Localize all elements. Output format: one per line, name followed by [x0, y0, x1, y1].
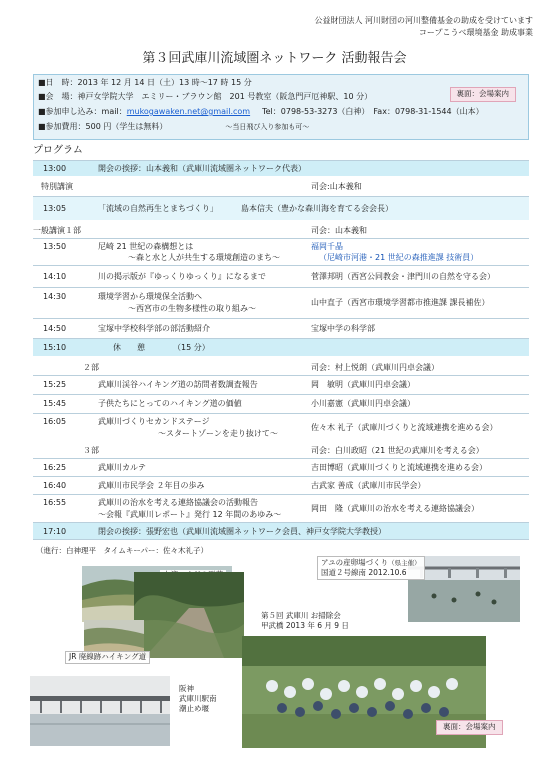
- program-row-special: [33, 196, 529, 220]
- program-row: [33, 413, 529, 441]
- event-date: ■日 時：2013 年 12 月 14 日（土）13 時〜17 時 15 分: [38, 78, 252, 87]
- row-time: 15:45: [43, 399, 67, 408]
- photo-hanshin-weir-image: [30, 676, 170, 746]
- program-row: [33, 318, 529, 338]
- apply-label: ■参加申し込み：mail：: [38, 107, 127, 116]
- row-activity-sub: 〜西宮市の生物多様性の取り組み〜: [128, 304, 256, 313]
- section-chair: 司会:山本義和: [311, 182, 362, 191]
- caption-ayu-line2: （県主催）: [388, 559, 421, 567]
- event-fee: [38, 122, 309, 131]
- row-speaker: 宝塚中学の科学部: [311, 324, 375, 333]
- row-time: 14:30: [43, 292, 67, 301]
- program-row-opening: [33, 160, 529, 176]
- row-activity: 川の掲示版が『ゆっくりゆっくり』になるまで: [98, 272, 266, 281]
- program-row: [33, 476, 529, 494]
- photo-jr-trail-image: [134, 572, 244, 658]
- break-label: 休 憩: [113, 343, 145, 352]
- photo-hanshin-weir: [30, 676, 170, 746]
- program-row: [33, 458, 529, 476]
- row-time: 16:55: [43, 498, 67, 507]
- caption-cleanup-line2: 甲武橋 2013 年 6 月 9 日: [261, 621, 349, 631]
- row-speaker: 岡 敏明（武庫川円卓会議）: [311, 380, 415, 389]
- program-row: [33, 265, 529, 287]
- program-row-break: [33, 338, 529, 356]
- sponsor-line-1: 公益財団法人 河川財団の河川整備基金の助成を受けています: [314, 16, 533, 25]
- program-heading: プログラム: [33, 145, 83, 156]
- caption-hanshin-weir: [176, 683, 220, 715]
- section-title: ３部: [83, 446, 99, 455]
- program-row: [33, 394, 529, 413]
- row-time: 15:10: [43, 343, 67, 352]
- row-activity: 開会の挨拶：山本義和（武庫川流域圏ネットワーク代表）: [98, 164, 306, 173]
- apply-tel: Tel：0798-53-3273（白神） Fax：0798-31-1544（山本）: [262, 107, 484, 116]
- row-activity-sub: 〜会報『武庫川レポート』発行 12 年間のあゆみ〜: [98, 510, 282, 519]
- page-title: 第３回武庫川流域圏ネットワーク 活動報告会: [142, 51, 407, 66]
- photo-jr-trail: [134, 572, 244, 658]
- row-speaker: 小川嘉憲（武庫川円卓会議）: [311, 399, 415, 408]
- caption-jr-trail: JR 廃線跡ハイキング道: [65, 651, 150, 664]
- program-row: [33, 494, 529, 522]
- event-venue: ■会 場：神戸女学院大学 エミリー・ブラウン館 201 号教室（阪急門戸厄神駅、10 分）: [38, 92, 373, 101]
- row-activity: 子供たちにとってのハイキング道の価値: [98, 399, 242, 408]
- program-row: [33, 238, 529, 265]
- program-row: [33, 287, 529, 318]
- row-time: 13:50: [43, 242, 67, 251]
- caption-hanshin-line2: 武庫川駅南: [179, 694, 217, 704]
- row-speaker: 古武家 善成（武庫川市民学会）: [311, 481, 426, 490]
- row-speaker: 島本信夫（豊かな森川海を育てる会会長）: [241, 204, 393, 213]
- venue-guide-button[interactable]: 裏面：会場案内: [450, 87, 517, 102]
- row-time: 14:10: [43, 272, 67, 281]
- section-title: 特別講演: [41, 182, 73, 191]
- caption-ayu-line3: 国道２号線南 2012.10.6: [321, 568, 407, 578]
- row-time: 13:00: [43, 164, 67, 173]
- row-speaker: 岡田 隆（武庫川の治水を考える連絡協議会）: [311, 504, 479, 513]
- fee-text: ■参加費用：500 円（学生は無料）: [38, 122, 168, 131]
- row-speaker: 菅澤邦明（西宮公同教会・津門川の自然を守る会）: [311, 272, 495, 281]
- section-chair: 司会：白川政昭（21 世紀の武庫川を考える会）: [311, 446, 484, 455]
- row-activity-sub: 〜森と水と人が共生する環境創造のまち〜: [128, 253, 280, 262]
- section-chair: 司会：山本義和: [311, 226, 367, 235]
- facilitator-note: （進行：白神理平 タイムキーパー：佐々木礼子）: [36, 546, 208, 555]
- break-duration: （15 分）: [173, 343, 210, 352]
- row-activity: 武庫川渓谷ハイキング道の訪問者数調査報告: [98, 380, 258, 389]
- row-time: 16:05: [43, 417, 67, 426]
- row-speaker: 吉田博昭（武庫川づくりと流域連携を進める会）: [311, 463, 487, 472]
- row-activity: 環境学習から環境保全活動へ: [98, 292, 202, 301]
- row-speaker-sub: （尼崎市河港・21 世紀の森推進課 技術員）: [319, 253, 479, 262]
- row-speaker: 佐々木 礼子（武庫川づくりと流域連携を進める会）: [311, 423, 498, 432]
- row-activity: 「流域の自然再生とまちづくり」: [98, 204, 218, 213]
- row-activity: 閉会の挨拶：張野宏也（武庫川流域圏ネットワーク会員、神戸女学院大学教授）: [98, 527, 386, 536]
- venue-guide-button-bottom[interactable]: 裏面：会場案内: [436, 720, 503, 735]
- row-activity: 武庫川カルテ: [98, 463, 146, 472]
- program-row: [33, 375, 529, 394]
- row-time: 16:25: [43, 463, 67, 472]
- fee-note: 〜当日飛び入り参加も可〜: [225, 123, 310, 131]
- row-speaker: 山中直子（西宮市環境学習都市推進課 課長補佐）: [311, 298, 490, 307]
- row-time: 17:10: [43, 527, 67, 536]
- caption-hanshin-line3: 潮止め堰: [179, 704, 209, 714]
- caption-cleanup: [258, 610, 352, 632]
- email-link[interactable]: mukogawaken.net@gmail.com: [126, 107, 251, 116]
- section-title: ２部: [83, 363, 99, 372]
- caption-ayu-line1: アユの産卵場づくり: [321, 558, 389, 567]
- caption-ayu: [317, 556, 425, 580]
- sponsor-line-2: コープこうべ環境基金 助成事業: [418, 28, 533, 37]
- row-time: 16:40: [43, 481, 67, 490]
- row-activity: 尼崎 21 世紀の森構想とは: [98, 242, 194, 251]
- row-activity: 武庫川の治水を考える連絡協議会の活動報告: [98, 498, 258, 507]
- row-time: 13:05: [43, 204, 67, 213]
- photo-ayu-spawning: [408, 556, 520, 622]
- event-apply: [38, 107, 484, 116]
- row-time: 15:25: [43, 380, 67, 389]
- section-title: 一般講演１部: [33, 226, 81, 235]
- caption-hanshin-line1: 阪神: [179, 684, 194, 693]
- program-row-closing: [33, 522, 529, 540]
- row-activity: 武庫川市民学会 ２年目の歩み: [98, 481, 205, 490]
- row-activity-sub: 〜スタートゾーンを走り抜けて〜: [158, 429, 278, 438]
- photo-ayu-spawning-image: [408, 556, 520, 622]
- caption-cleanup-line1: 第５回 武庫川 お掃除会: [261, 611, 341, 620]
- row-activity: 武庫川づくりセカンドステージ: [98, 417, 210, 426]
- row-time: 14:50: [43, 324, 67, 333]
- row-speaker: 福岡千晶: [311, 242, 343, 251]
- row-activity: 宝塚中学校科学部の部活動紹介: [98, 324, 210, 333]
- section-chair: 司会：村上悦朗（武庫川円卓会議）: [311, 363, 439, 372]
- event-info-box: [33, 74, 529, 140]
